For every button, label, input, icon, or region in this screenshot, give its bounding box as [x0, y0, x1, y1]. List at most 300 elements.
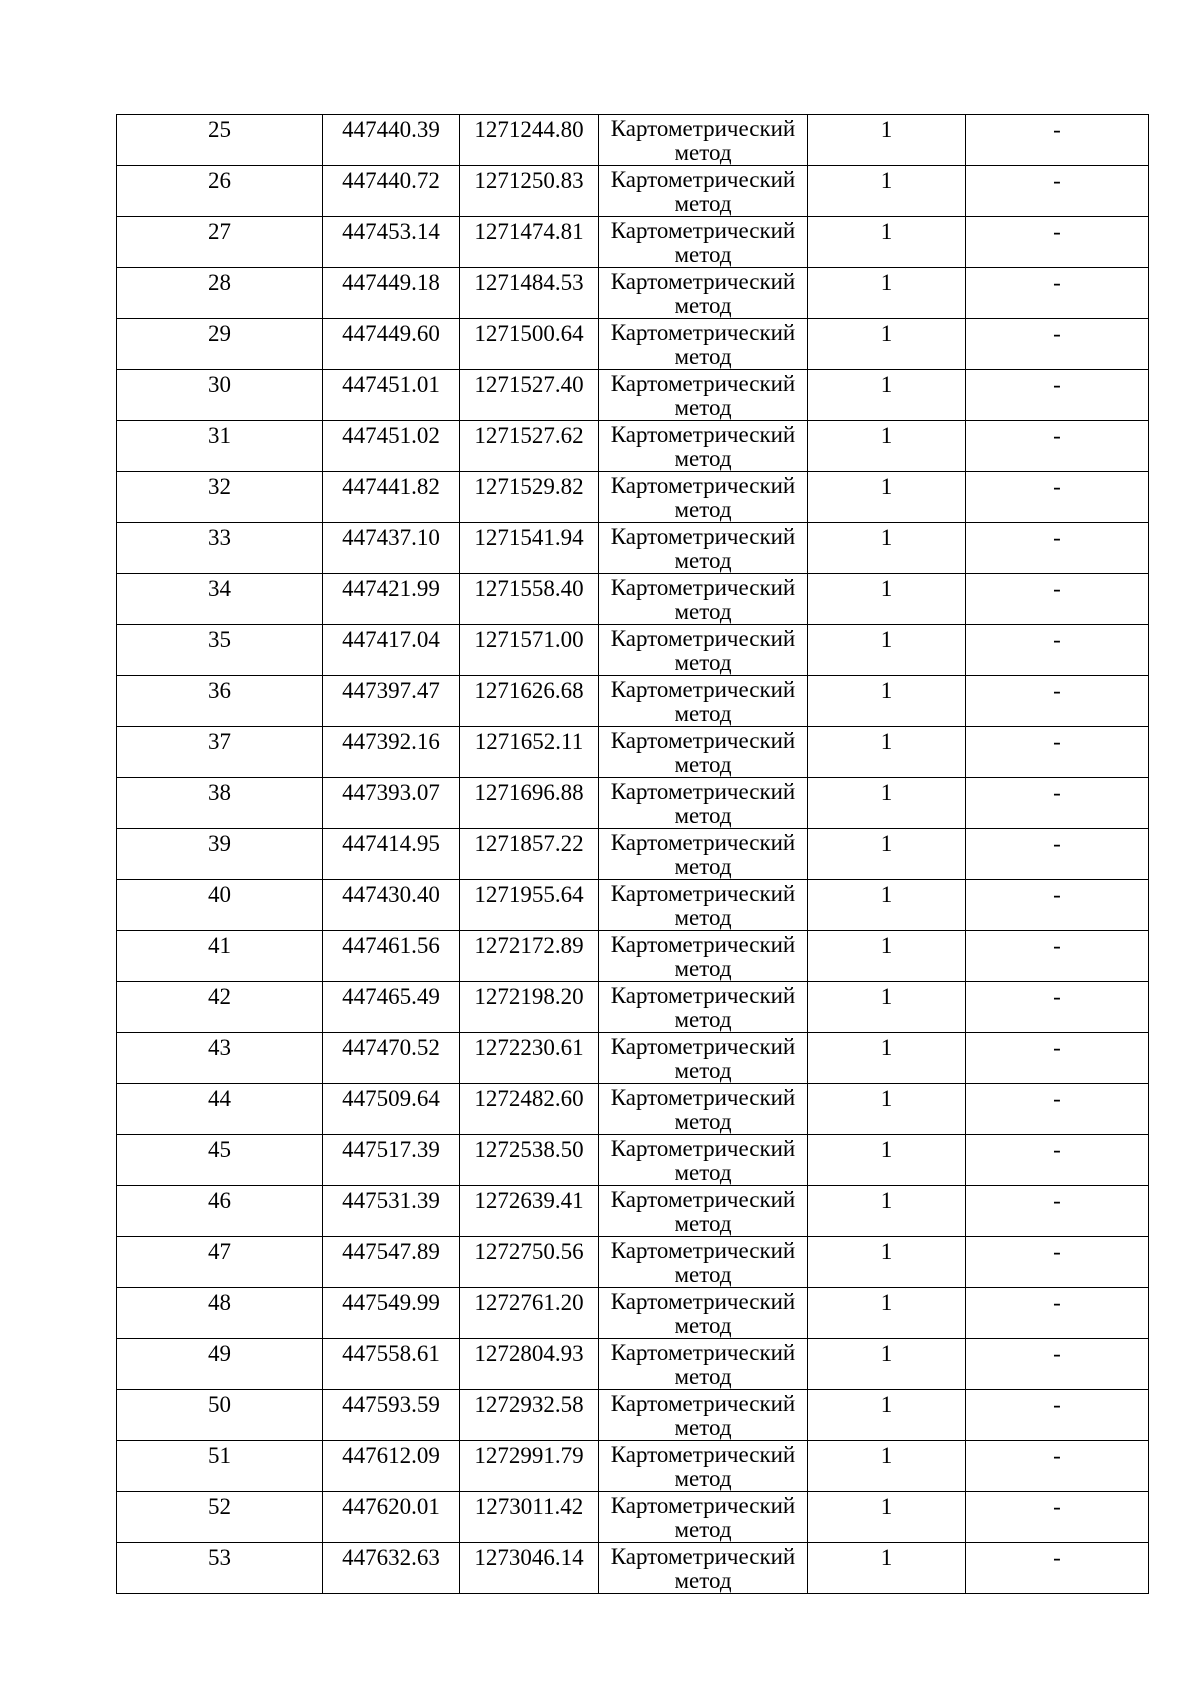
- method-cell: [599, 880, 808, 931]
- point-number-cell: [117, 676, 323, 727]
- point-number: 32: [208, 474, 231, 499]
- x-coordinate-cell: [323, 1033, 460, 1084]
- accuracy-value: 1: [880, 270, 893, 295]
- table-row: [117, 880, 1149, 931]
- x-coordinate: 447593.59: [342, 1392, 440, 1417]
- x-coordinate-cell: [323, 1339, 460, 1390]
- method-cell: [599, 1033, 808, 1084]
- point-number: 53: [208, 1545, 231, 1570]
- x-coordinate-cell: [323, 319, 460, 370]
- note-cell: [966, 982, 1149, 1033]
- x-coordinate: 447549.99: [342, 1290, 440, 1315]
- note-cell: [966, 625, 1149, 676]
- accuracy-value: 1: [880, 423, 893, 448]
- point-number-cell: [117, 727, 323, 778]
- table-row: [117, 1390, 1149, 1441]
- note-cell: [966, 217, 1149, 268]
- accuracy-cell: [808, 676, 966, 727]
- y-coordinate: 1271250.83: [474, 168, 584, 193]
- point-number-cell: [117, 574, 323, 625]
- note-cell: [966, 319, 1149, 370]
- point-number-cell: [117, 217, 323, 268]
- y-coordinate: 1271244.80: [474, 117, 584, 142]
- x-coordinate-cell: [323, 1543, 460, 1594]
- accuracy-value: 1: [880, 933, 893, 958]
- note-value: -: [1053, 1035, 1061, 1060]
- method-cell: [599, 115, 808, 166]
- point-number-cell: [117, 166, 323, 217]
- accuracy-value: 1: [880, 1341, 893, 1366]
- y-coordinate-cell: [460, 727, 599, 778]
- table-row: [117, 370, 1149, 421]
- y-coordinate-cell: [460, 1441, 599, 1492]
- note-cell: [966, 1135, 1149, 1186]
- x-coordinate-cell: [323, 523, 460, 574]
- method-text: Картометрический метод: [610, 1289, 796, 1338]
- coordinates-table: [116, 114, 1149, 1594]
- method-cell: [599, 1390, 808, 1441]
- method-text: Картометрический метод: [610, 1187, 796, 1236]
- accuracy-cell: [808, 880, 966, 931]
- point-number-cell: [117, 319, 323, 370]
- accuracy-value: 1: [880, 1392, 893, 1417]
- note-cell: [966, 1186, 1149, 1237]
- x-coordinate-cell: [323, 676, 460, 727]
- x-coordinate: 447612.09: [342, 1443, 440, 1468]
- y-coordinate: 1271527.62: [474, 423, 584, 448]
- method-cell: [599, 1135, 808, 1186]
- accuracy-value: 1: [880, 1137, 893, 1162]
- accuracy-value: 1: [880, 678, 893, 703]
- table-row: [117, 1543, 1149, 1594]
- x-coordinate-cell: [323, 370, 460, 421]
- table-row: [117, 727, 1149, 778]
- accuracy-value: 1: [880, 882, 893, 907]
- table-row: [117, 931, 1149, 982]
- method-text: Картометрический метод: [610, 1034, 796, 1083]
- x-coordinate: 447632.63: [342, 1545, 440, 1570]
- accuracy-value: 1: [880, 1188, 893, 1213]
- x-coordinate-cell: [323, 829, 460, 880]
- method-text: Картометрический метод: [610, 371, 796, 420]
- point-number: 47: [208, 1239, 231, 1264]
- note-value: -: [1053, 525, 1061, 550]
- point-number-cell: [117, 625, 323, 676]
- method-text: Картометрический метод: [610, 677, 796, 726]
- accuracy-value: 1: [880, 372, 893, 397]
- y-coordinate-cell: [460, 472, 599, 523]
- accuracy-value: 1: [880, 168, 893, 193]
- y-coordinate: 1271652.11: [474, 729, 584, 754]
- accuracy-value: 1: [880, 627, 893, 652]
- point-number-cell: [117, 1288, 323, 1339]
- note-cell: [966, 829, 1149, 880]
- y-coordinate: 1271474.81: [474, 219, 584, 244]
- x-coordinate-cell: [323, 1135, 460, 1186]
- accuracy-cell: [808, 982, 966, 1033]
- x-coordinate: 447393.07: [342, 780, 440, 805]
- table-row: [117, 1186, 1149, 1237]
- method-cell: [599, 625, 808, 676]
- accuracy-value: 1: [880, 1443, 893, 1468]
- y-coordinate-cell: [460, 778, 599, 829]
- note-cell: [966, 166, 1149, 217]
- method-cell: [599, 166, 808, 217]
- method-text: Картометрический метод: [610, 1442, 796, 1491]
- y-coordinate: 1271696.88: [474, 780, 584, 805]
- accuracy-cell: [808, 319, 966, 370]
- y-coordinate-cell: [460, 931, 599, 982]
- note-cell: [966, 1237, 1149, 1288]
- accuracy-cell: [808, 1288, 966, 1339]
- note-value: -: [1053, 1290, 1061, 1315]
- method-cell: [599, 523, 808, 574]
- x-coordinate: 447440.72: [342, 168, 440, 193]
- table-row: [117, 217, 1149, 268]
- x-coordinate: 447547.89: [342, 1239, 440, 1264]
- x-coordinate: 447558.61: [342, 1341, 440, 1366]
- y-coordinate-cell: [460, 982, 599, 1033]
- method-cell: [599, 319, 808, 370]
- point-number-cell: [117, 1441, 323, 1492]
- table-row: [117, 1084, 1149, 1135]
- y-coordinate-cell: [460, 523, 599, 574]
- table-row: [117, 625, 1149, 676]
- y-coordinate: 1273011.42: [474, 1494, 584, 1519]
- point-number-cell: [117, 421, 323, 472]
- note-value: -: [1053, 882, 1061, 907]
- x-coordinate: 447421.99: [342, 576, 440, 601]
- accuracy-cell: [808, 1339, 966, 1390]
- x-coordinate: 447620.01: [342, 1494, 440, 1519]
- y-coordinate-cell: [460, 319, 599, 370]
- x-coordinate: 447461.56: [342, 933, 440, 958]
- method-text: Картометрический метод: [610, 1391, 796, 1440]
- note-cell: [966, 523, 1149, 574]
- y-coordinate: 1271955.64: [474, 882, 584, 907]
- accuracy-value: 1: [880, 219, 893, 244]
- y-coordinate-cell: [460, 166, 599, 217]
- y-coordinate: 1271541.94: [474, 525, 584, 550]
- x-coordinate: 447440.39: [342, 117, 440, 142]
- point-number: 27: [208, 219, 231, 244]
- accuracy-value: 1: [880, 1086, 893, 1111]
- method-text: Картометрический метод: [610, 1136, 796, 1185]
- note-value: -: [1053, 270, 1061, 295]
- accuracy-cell: [808, 472, 966, 523]
- note-cell: [966, 1033, 1149, 1084]
- point-number-cell: [117, 268, 323, 319]
- point-number: 46: [208, 1188, 231, 1213]
- accuracy-value: 1: [880, 831, 893, 856]
- x-coordinate-cell: [323, 1288, 460, 1339]
- x-coordinate-cell: [323, 217, 460, 268]
- point-number-cell: [117, 1237, 323, 1288]
- table-row: [117, 1339, 1149, 1390]
- accuracy-value: 1: [880, 576, 893, 601]
- method-text: Картометрический метод: [610, 932, 796, 981]
- method-text: Картометрический метод: [610, 422, 796, 471]
- x-coordinate-cell: [323, 1237, 460, 1288]
- method-text: Картометрический метод: [610, 1340, 796, 1389]
- accuracy-value: 1: [880, 1290, 893, 1315]
- accuracy-value: 1: [880, 1239, 893, 1264]
- note-value: -: [1053, 933, 1061, 958]
- point-number: 34: [208, 576, 231, 601]
- accuracy-value: 1: [880, 984, 893, 1009]
- y-coordinate: 1272538.50: [474, 1137, 584, 1162]
- table-row: [117, 1492, 1149, 1543]
- method-text: Картометрический метод: [610, 1238, 796, 1287]
- table-row: [117, 778, 1149, 829]
- method-cell: [599, 217, 808, 268]
- accuracy-cell: [808, 1390, 966, 1441]
- point-number: 44: [208, 1086, 231, 1111]
- point-number-cell: [117, 370, 323, 421]
- accuracy-cell: [808, 1543, 966, 1594]
- y-coordinate: 1272639.41: [474, 1188, 584, 1213]
- note-cell: [966, 727, 1149, 778]
- table-row: [117, 1033, 1149, 1084]
- x-coordinate: 447397.47: [342, 678, 440, 703]
- y-coordinate: 1272482.60: [474, 1086, 584, 1111]
- method-cell: [599, 829, 808, 880]
- y-coordinate-cell: [460, 1492, 599, 1543]
- note-cell: [966, 931, 1149, 982]
- table-row: [117, 472, 1149, 523]
- method-text: Картометрический метод: [610, 830, 796, 879]
- y-coordinate: 1273046.14: [474, 1545, 584, 1570]
- x-coordinate: 447470.52: [342, 1035, 440, 1060]
- point-number: 49: [208, 1341, 231, 1366]
- note-cell: [966, 1543, 1149, 1594]
- note-value: -: [1053, 1392, 1061, 1417]
- note-value: -: [1053, 678, 1061, 703]
- method-text: Картометрический метод: [610, 167, 796, 216]
- x-coordinate: 447453.14: [342, 219, 440, 244]
- x-coordinate-cell: [323, 166, 460, 217]
- note-value: -: [1053, 627, 1061, 652]
- y-coordinate: 1272804.93: [474, 1341, 584, 1366]
- note-value: -: [1053, 372, 1061, 397]
- y-coordinate: 1272230.61: [474, 1035, 584, 1060]
- point-number-cell: [117, 1390, 323, 1441]
- y-coordinate: 1271529.82: [474, 474, 584, 499]
- table-row: [117, 268, 1149, 319]
- y-coordinate-cell: [460, 115, 599, 166]
- table-row: [117, 1288, 1149, 1339]
- point-number-cell: [117, 1492, 323, 1543]
- method-text: Картометрический метод: [610, 575, 796, 624]
- y-coordinate-cell: [460, 268, 599, 319]
- x-coordinate: 447414.95: [342, 831, 440, 856]
- y-coordinate-cell: [460, 1033, 599, 1084]
- note-value: -: [1053, 1188, 1061, 1213]
- accuracy-cell: [808, 574, 966, 625]
- point-number: 42: [208, 984, 231, 1009]
- accuracy-cell: [808, 625, 966, 676]
- table-row: [117, 1135, 1149, 1186]
- method-cell: [599, 268, 808, 319]
- point-number: 41: [208, 933, 231, 958]
- x-coordinate-cell: [323, 472, 460, 523]
- y-coordinate-cell: [460, 1084, 599, 1135]
- note-cell: [966, 1441, 1149, 1492]
- method-cell: [599, 1288, 808, 1339]
- point-number-cell: [117, 1543, 323, 1594]
- y-coordinate: 1271484.53: [474, 270, 584, 295]
- y-coordinate: 1271571.00: [474, 627, 584, 652]
- y-coordinate-cell: [460, 370, 599, 421]
- note-value: -: [1053, 1137, 1061, 1162]
- x-coordinate-cell: [323, 778, 460, 829]
- accuracy-value: 1: [880, 321, 893, 346]
- point-number: 35: [208, 627, 231, 652]
- point-number: 38: [208, 780, 231, 805]
- x-coordinate-cell: [323, 1390, 460, 1441]
- note-cell: [966, 472, 1149, 523]
- y-coordinate-cell: [460, 1390, 599, 1441]
- y-coordinate-cell: [460, 1288, 599, 1339]
- note-value: -: [1053, 780, 1061, 805]
- y-coordinate-cell: [460, 1543, 599, 1594]
- table-row: [117, 829, 1149, 880]
- point-number-cell: [117, 472, 323, 523]
- accuracy-cell: [808, 1237, 966, 1288]
- point-number: 31: [208, 423, 231, 448]
- y-coordinate: 1272172.89: [474, 933, 584, 958]
- method-cell: [599, 982, 808, 1033]
- y-coordinate-cell: [460, 880, 599, 931]
- method-text: Картометрический метод: [610, 116, 796, 165]
- table-row: [117, 1237, 1149, 1288]
- note-value: -: [1053, 117, 1061, 142]
- accuracy-cell: [808, 1135, 966, 1186]
- point-number: 28: [208, 270, 231, 295]
- x-coordinate: 447392.16: [342, 729, 440, 754]
- x-coordinate: 447517.39: [342, 1137, 440, 1162]
- point-number: 26: [208, 168, 231, 193]
- method-cell: [599, 1543, 808, 1594]
- note-cell: [966, 421, 1149, 472]
- note-cell: [966, 1084, 1149, 1135]
- x-coordinate: 447437.10: [342, 525, 440, 550]
- point-number: 48: [208, 1290, 231, 1315]
- accuracy-cell: [808, 370, 966, 421]
- accuracy-cell: [808, 931, 966, 982]
- method-cell: [599, 472, 808, 523]
- note-value: -: [1053, 321, 1061, 346]
- accuracy-value: 1: [880, 474, 893, 499]
- point-number: 50: [208, 1392, 231, 1417]
- method-cell: [599, 421, 808, 472]
- point-number: 29: [208, 321, 231, 346]
- method-cell: [599, 1237, 808, 1288]
- method-text: Картометрический метод: [610, 983, 796, 1032]
- x-coordinate-cell: [323, 1441, 460, 1492]
- note-cell: [966, 778, 1149, 829]
- accuracy-cell: [808, 421, 966, 472]
- accuracy-cell: [808, 217, 966, 268]
- point-number-cell: [117, 982, 323, 1033]
- note-cell: [966, 574, 1149, 625]
- point-number-cell: [117, 1186, 323, 1237]
- table-row: [117, 982, 1149, 1033]
- accuracy-value: 1: [880, 729, 893, 754]
- x-coordinate-cell: [323, 115, 460, 166]
- x-coordinate-cell: [323, 625, 460, 676]
- note-cell: [966, 676, 1149, 727]
- accuracy-cell: [808, 115, 966, 166]
- y-coordinate: 1271500.64: [474, 321, 584, 346]
- method-cell: [599, 778, 808, 829]
- coordinates-table-body: [117, 115, 1149, 1594]
- table-row: [117, 676, 1149, 727]
- method-text: Картометрический метод: [610, 269, 796, 318]
- x-coordinate: 447449.18: [342, 270, 440, 295]
- point-number: 45: [208, 1137, 231, 1162]
- method-text: Картометрический метод: [610, 473, 796, 522]
- method-text: Картометрический метод: [610, 881, 796, 930]
- point-number-cell: [117, 880, 323, 931]
- table-row: [117, 1441, 1149, 1492]
- method-text: Картометрический метод: [610, 626, 796, 675]
- note-value: -: [1053, 168, 1061, 193]
- y-coordinate-cell: [460, 625, 599, 676]
- y-coordinate-cell: [460, 574, 599, 625]
- note-value: -: [1053, 1443, 1061, 1468]
- table-row: [117, 115, 1149, 166]
- x-coordinate-cell: [323, 1084, 460, 1135]
- method-text: Картометрический метод: [610, 524, 796, 573]
- accuracy-value: 1: [880, 525, 893, 550]
- x-coordinate-cell: [323, 421, 460, 472]
- table-row: [117, 319, 1149, 370]
- method-text: Картометрический метод: [610, 1085, 796, 1134]
- note-cell: [966, 370, 1149, 421]
- note-cell: [966, 1390, 1149, 1441]
- accuracy-value: 1: [880, 780, 893, 805]
- x-coordinate-cell: [323, 268, 460, 319]
- method-cell: [599, 676, 808, 727]
- method-cell: [599, 574, 808, 625]
- y-coordinate-cell: [460, 1237, 599, 1288]
- point-number: 30: [208, 372, 231, 397]
- accuracy-cell: [808, 778, 966, 829]
- x-coordinate: 447449.60: [342, 321, 440, 346]
- method-cell: [599, 1084, 808, 1135]
- y-coordinate: 1271558.40: [474, 576, 584, 601]
- point-number-cell: [117, 1339, 323, 1390]
- note-value: -: [1053, 1341, 1061, 1366]
- y-coordinate: 1272932.58: [474, 1392, 584, 1417]
- y-coordinate: 1271626.68: [474, 678, 584, 703]
- point-number-cell: [117, 115, 323, 166]
- y-coordinate: 1272761.20: [474, 1290, 584, 1315]
- x-coordinate: 447417.04: [342, 627, 440, 652]
- accuracy-value: 1: [880, 1545, 893, 1570]
- accuracy-value: 1: [880, 1494, 893, 1519]
- point-number-cell: [117, 778, 323, 829]
- method-cell: [599, 1339, 808, 1390]
- table-row: [117, 421, 1149, 472]
- x-coordinate: 447441.82: [342, 474, 440, 499]
- method-text: Картометрический метод: [610, 218, 796, 267]
- accuracy-cell: [808, 1186, 966, 1237]
- point-number: 51: [208, 1443, 231, 1468]
- point-number: 40: [208, 882, 231, 907]
- x-coordinate-cell: [323, 880, 460, 931]
